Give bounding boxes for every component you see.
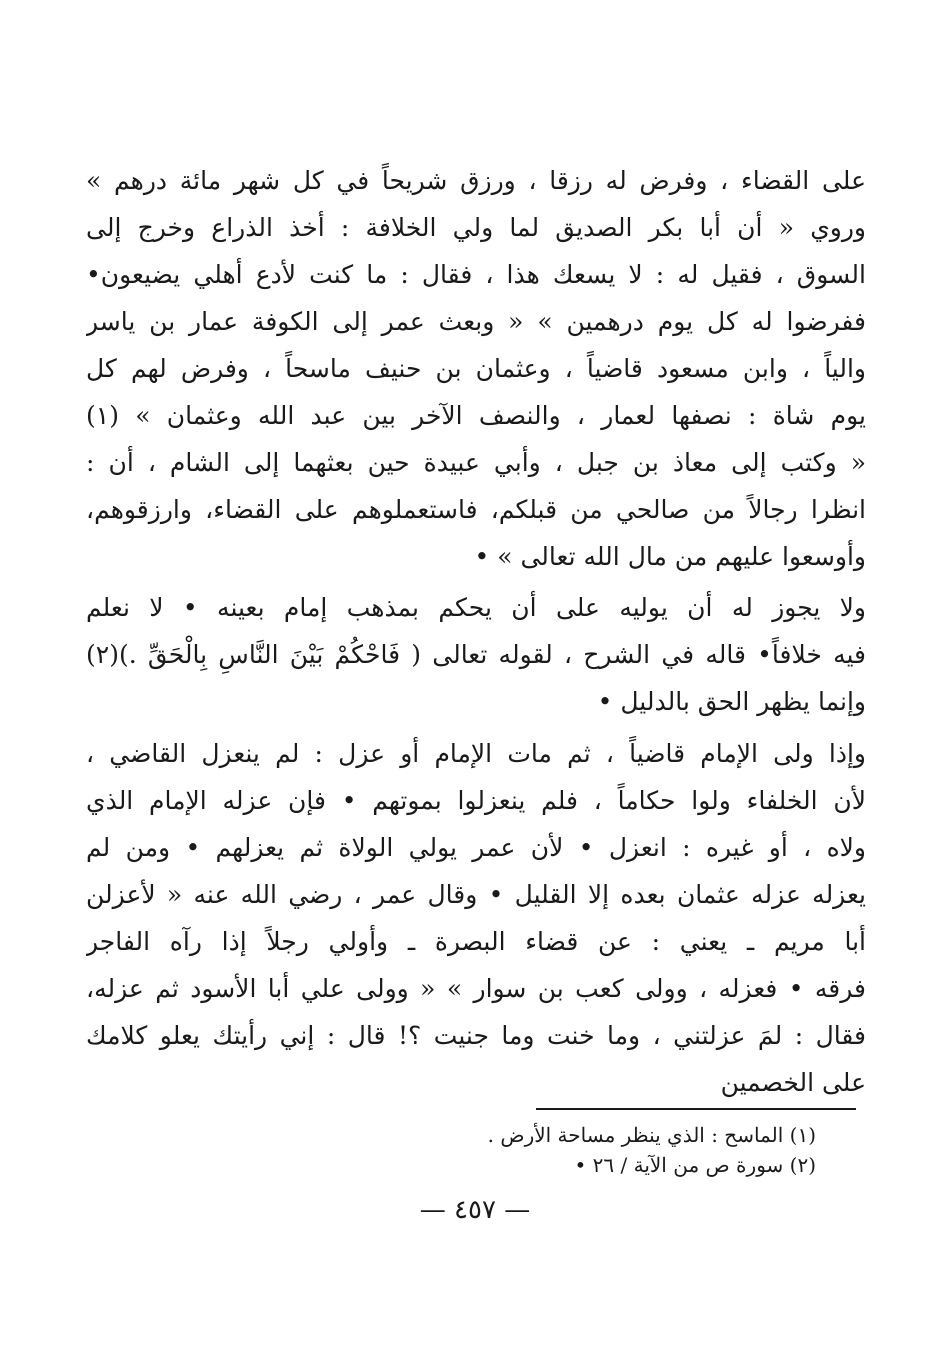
- text-line: فقال : لمَ عزلتني ، وما خنت وما جنيت ؟! قال : إني رأيتك يعلو كلامك: [86, 1021, 866, 1050]
- text-line: على القضاء ، وفرض له رزقا ، ورزق شريحاً في كل شهر مائة درهم »: [86, 166, 866, 195]
- footnote-separator: [536, 1108, 856, 1110]
- text-line: السوق ، فقيل له : لا يسعك هذا ، فقال : ما كنت لأدع أهلي يضيعون•: [86, 260, 866, 289]
- text-line: وروي « أن أبا بكر الصديق لما ولي الخلافة : أخذ الذراع وخرج إلى: [86, 213, 866, 242]
- text-line: ولاه ، أو غيره : انعزل • لأن عمر يولي الولاة ثم يعزلهم • ومن لم: [86, 833, 866, 862]
- text-line: فرقه • فعزله ، وولى كعب بن سوار » « وولى علي أبا الأسود ثم عزله،: [86, 974, 866, 1003]
- text-line: وإذا ولى الإمام قاضياً ، ثم مات الإمام أو عزل : لم ينعزل القاضي ،: [86, 739, 866, 768]
- text-line: والياً ، وابن مسعود قاضياً ، وعثمان بن حنيف ماسحاً ، وفرض لهم كل: [86, 354, 866, 383]
- paragraph-2: [86, 584, 866, 725]
- text-line: لأن الخلفاء ولوا حكاماً ، فلم ينعزلوا بموتهم • فإن عزله الإمام الذي: [86, 786, 866, 815]
- text-line: فيه خلافاً• قاله في الشرح ، لقوله تعالى ( فَاحْكُمْ بَيْنَ النَّاسِ بِالْحَقِّ .)(٢): [86, 640, 866, 669]
- text-line: « وكتب إلى معاذ بن جبل ، وأبي عبيدة حين بعثهما إلى الشام ، أن :: [86, 448, 866, 477]
- paragraph-1: [86, 157, 866, 580]
- text-line: يعزله عزله عثمان بعده إلا القليل • وقال عمر ، رضي الله عنه « لأعزلن: [86, 880, 866, 909]
- text-line: على الخصمين: [720, 1068, 866, 1097]
- text-line: انظرا رجالاً من صالحي من قبلكم، فاستعملوهم على القضاء، وارزقوهم،: [86, 495, 866, 524]
- page-number: — ٤٥٧ —: [419, 1195, 531, 1225]
- text-line: ففرضوا له كل يوم درهمين » « وبعث عمر إلى الكوفة عمار بن ياسر: [86, 307, 866, 336]
- footnote-2: (٢) سورة ص من الآية / ٢٦ •: [574, 1153, 816, 1177]
- text-line: وأوسعوا عليهم من مال الله تعالى » •: [474, 542, 866, 571]
- text-line: يوم شاة : نصفها لعمار ، والنصف الآخر بين عبد الله وعثمان » (١): [86, 401, 866, 430]
- text-line: أبا مريم ـ يعني : عن قضاء البصرة ـ وأولي رجلاً إذا رآه الفاجر: [86, 927, 866, 956]
- text-line: ولا يجوز له أن يوليه على أن يحكم بمذهب إمام بعينه • لا نعلم: [86, 593, 866, 622]
- footnotes: [336, 1120, 816, 1180]
- paragraph-3: [86, 730, 866, 1106]
- text-line: وإنما يظهر الحق بالدليل •: [597, 687, 866, 716]
- footnote-1: (١) الماسح : الذي ينظر مساحة الأرض .: [487, 1123, 816, 1147]
